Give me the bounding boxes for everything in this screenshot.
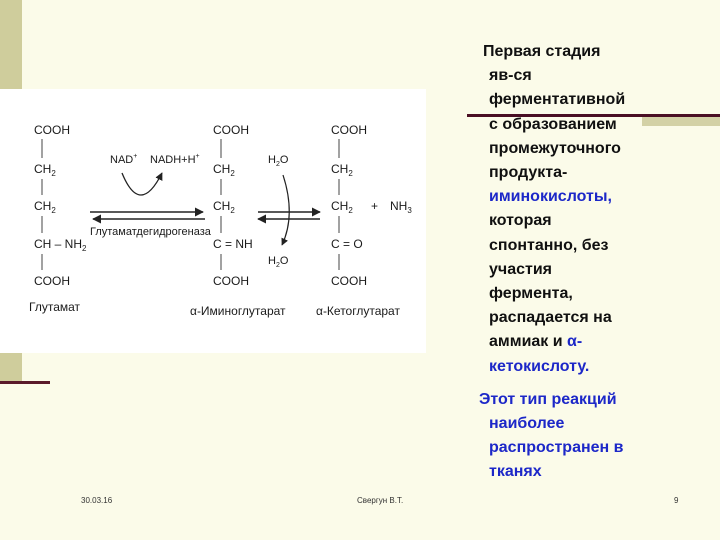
text-line: ферментативной	[489, 91, 626, 109]
text-line: промежуточного	[489, 139, 621, 157]
plus-sign: +	[371, 199, 379, 213]
footer-page-number: 9	[674, 496, 679, 505]
text-line: участия	[489, 260, 552, 278]
footer-author: Свергун В.Т.	[357, 496, 404, 505]
text-line: с образованием	[489, 115, 617, 133]
highlighted-term: кетокислоту.	[489, 357, 590, 375]
reaction-scheme	[0, 89, 426, 353]
text-line: наиболее	[489, 415, 565, 433]
imino-c-nh: C = NH	[213, 237, 253, 251]
ammonia-label: $NH_3$	[390, 199, 412, 215]
glutamate-ch2-b: $CH_2$	[34, 199, 56, 215]
text-line: тканях	[489, 463, 542, 481]
water-bottom-label: $H_2O$	[268, 255, 289, 269]
keto-cooh-top: COOH	[331, 123, 367, 137]
keto-cooh-bottom: COOH	[331, 274, 367, 288]
text-line: фермента,	[489, 285, 573, 303]
text-line: яв-ся	[489, 67, 532, 85]
text-line: продукта-	[489, 164, 568, 182]
nadh-label: NADH+H+	[150, 153, 200, 166]
glutamate-cooh-bottom: COOH	[34, 274, 70, 288]
first-paragraph	[479, 40, 689, 379]
ketoglutarate-label: α-Кетоглутарат	[316, 304, 400, 318]
left-divider-rule	[0, 381, 50, 384]
keto-ch2-a: $CH_2$	[331, 162, 353, 178]
text-line: распространен в	[489, 439, 624, 457]
second-paragraph	[479, 388, 689, 485]
glutamate-cooh-top: COOH	[34, 123, 70, 137]
glutamate-ch-nh2: CH – $NH_2$	[34, 237, 87, 253]
glutamate-ch2-a: $CH_2$	[34, 162, 56, 178]
enzyme-label: Глутаматдегидрогеназа	[90, 226, 211, 238]
text-line: спонтанно, без	[489, 236, 609, 254]
iminoglutarate-label: α-Иминоглутарат	[190, 304, 286, 318]
imino-ch2-b: $CH_2$	[213, 199, 235, 215]
text-line: которая	[489, 212, 552, 230]
text-line: распадается на	[489, 309, 612, 327]
text-line: Первая стадия	[483, 43, 601, 60]
nad-label: NAD+	[110, 153, 138, 166]
text-line: Этот тип реакций	[479, 390, 617, 408]
highlighted-term: иминокислоты,	[489, 188, 612, 206]
keto-c-o: C = O	[331, 237, 363, 251]
cofactor-curve-arrow	[122, 173, 162, 195]
imino-cooh-top: COOH	[213, 123, 249, 137]
imino-cooh-bottom: COOH	[213, 274, 249, 288]
keto-ch2-b: $CH_2$	[331, 199, 353, 215]
slide-body-text	[479, 40, 689, 485]
glutamate-label: Глутамат	[29, 300, 81, 314]
footer-date: 30.03.16	[81, 496, 113, 505]
water-curve-arrow	[282, 175, 289, 245]
imino-ch2-a: $CH_2$	[213, 162, 235, 178]
text-line: аммиак и α-	[489, 333, 583, 351]
water-top-label: $H_2O$	[268, 154, 289, 168]
